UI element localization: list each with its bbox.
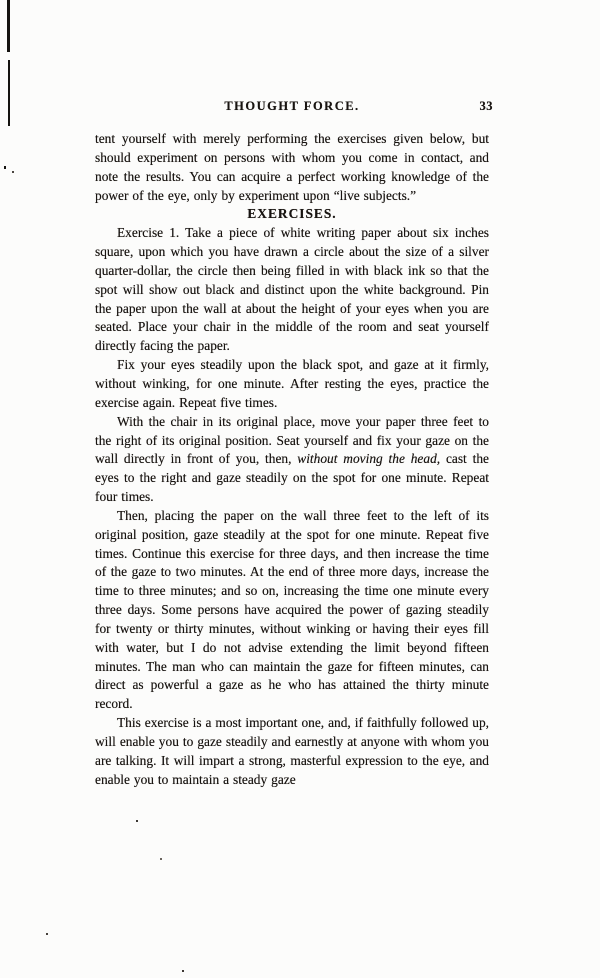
scan-artifact-speck <box>160 858 162 860</box>
scan-artifact-speck <box>4 166 6 169</box>
paragraph <box>95 714 489 789</box>
paragraph <box>95 413 489 507</box>
text-run: Exercise 1. Take a piece of white writing paper about six inches square, upon which you have drawn a circle about the size of a silver quarter-dollar, the circle then being filled in with black ink so that the spot will show out black and distinct upon the white background. Pin the paper upon the wall at about the height of your eyes when you are seated. Place your chair in the middle of the room and seat yourself directly facing the paper. <box>95 225 489 354</box>
body-text-column <box>95 130 489 790</box>
page-header <box>95 97 493 115</box>
text-run: With the chair in its original place, move your paper three feet to the right of its original position. Seat yourself and fix your gaze on the wall directly in front of you, then, <box>95 413 489 467</box>
paragraph <box>95 356 489 413</box>
text-run: This exercise is a most important one, and, if faithfully followed up, will enable you to gaze steadily and earnestly at anyone with whom you are talking. It will impart a strong, masterful expression to the eye, and enable you to maintain a steady gaze <box>95 715 489 787</box>
scan-artifact-speck <box>182 970 184 972</box>
scan-artifact-speck <box>12 171 14 173</box>
scan-artifact-speck <box>46 933 48 935</box>
section-heading: EXERCISES. <box>247 206 337 222</box>
running-title: THOUGHT FORCE. <box>224 99 360 113</box>
paragraph <box>95 224 489 356</box>
text-run: cast the eyes to the right and gaze steadily on the spot for one minute. Repeat four times. <box>95 451 489 505</box>
text-run: Fix your eyes steadily upon the black spot, and gaze at it firmly, without winking, for one minute. After resting the eyes, practice the exercise again. Repeat five times. <box>95 357 489 410</box>
scan-artifact-line <box>7 0 10 52</box>
paragraph <box>95 130 489 205</box>
scan-artifact-line <box>8 60 10 126</box>
page-number: 33 <box>479 99 493 113</box>
paragraph <box>95 507 489 714</box>
text-run: Then, placing the paper on the wall three feet to the left of its original position, gaze steadily at the spot for one minute. Repeat five times. Continue this exercise for three days, and then increase the time of the gaze to two minutes. At the end of three more days, increase the time to three minutes; and so on, increasing the time one minute every three days. Some persons have acquired the power of gazing steadily for twenty or thirty minutes, without winking or having their eyes fill with water, but I do not advise extending the limit beyond fifteen minutes. The man who can maintain the gaze for fifteen minutes, can direct as powerful a gaze as he who has attained the thirty minute record. <box>95 507 489 712</box>
scan-artifact-speck <box>136 820 138 822</box>
text-run: without moving the head, <box>297 451 441 467</box>
text-run: tent yourself with merely performing the exercises given below, but should experiment on persons with whom you come in contact, and note the results. You can acquire a perfect working knowledge of the power of the eye, only by experiment upon “live subjects.” <box>95 131 489 203</box>
